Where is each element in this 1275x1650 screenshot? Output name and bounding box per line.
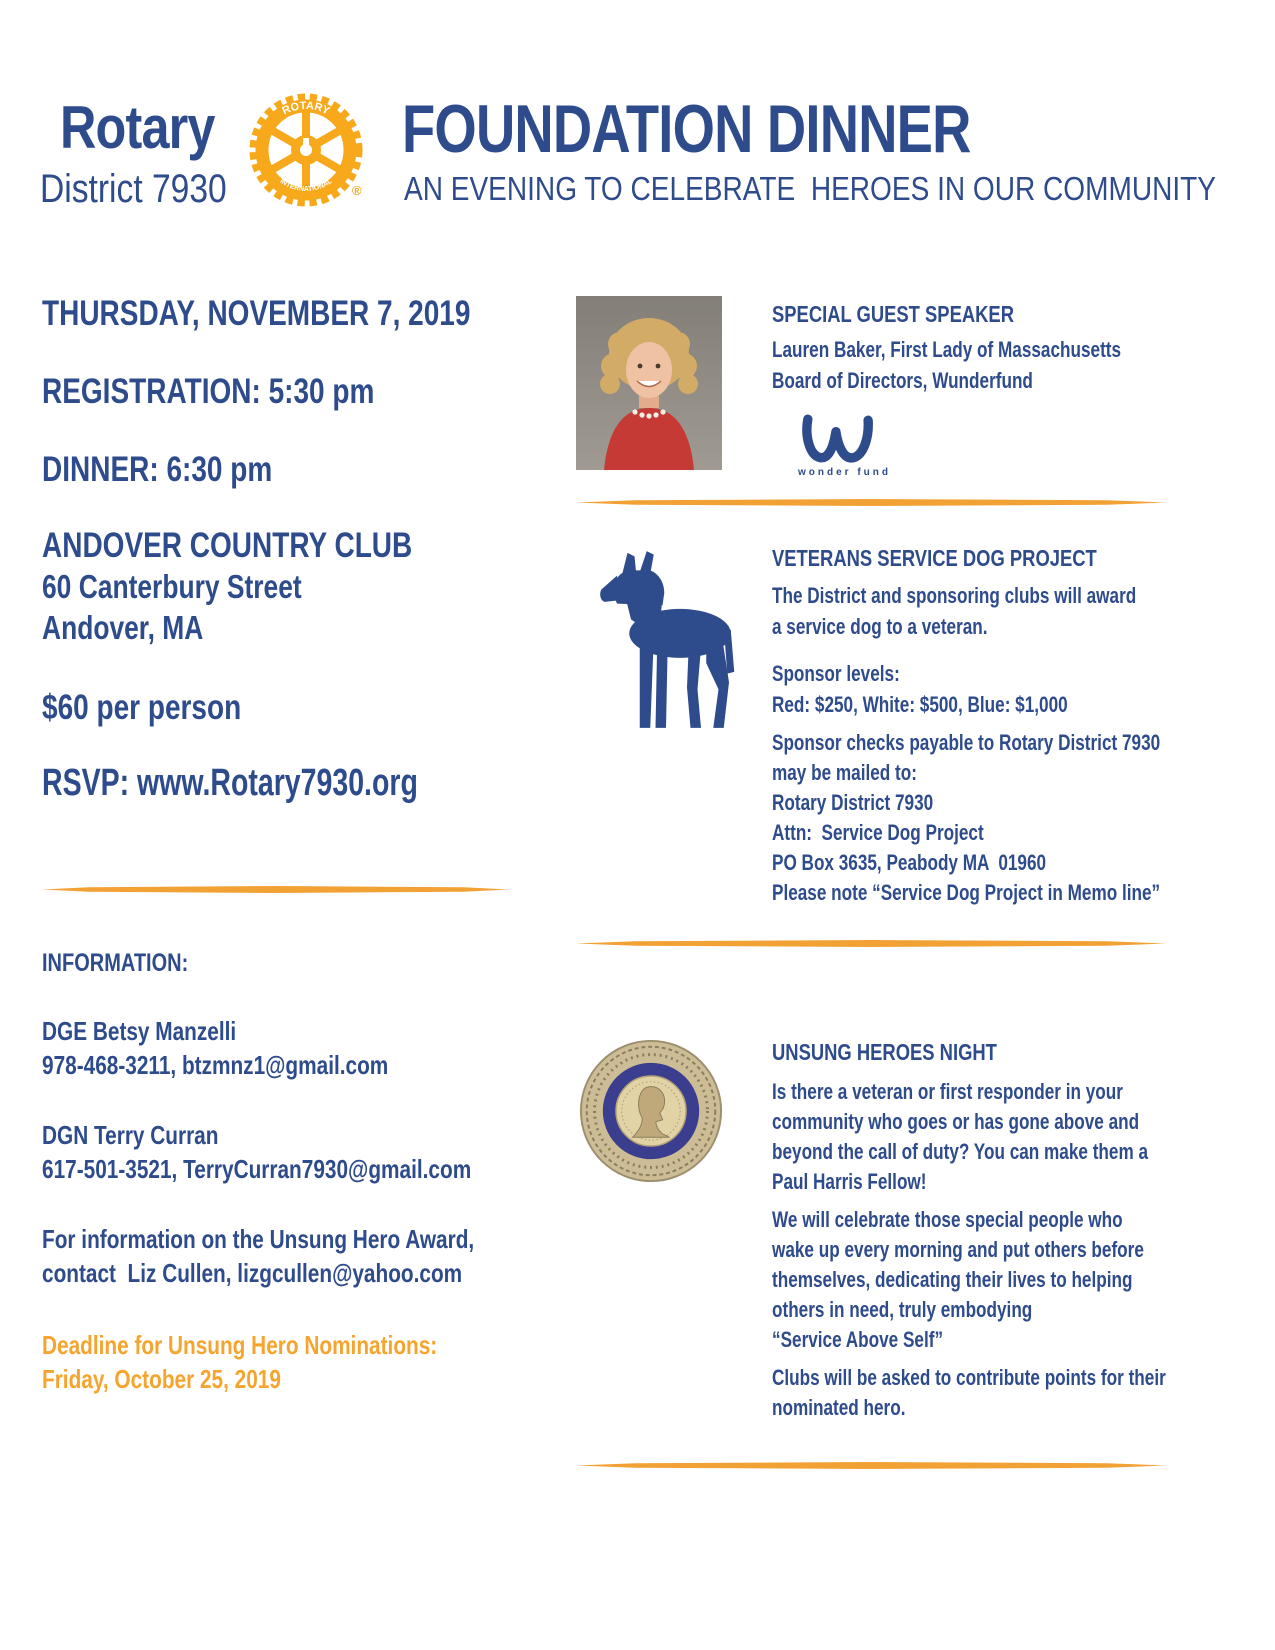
heroes-p3-line1: Clubs will be asked to contribute points for their [772,1365,1166,1390]
checks-line1: Sponsor checks payable to Rotary District 7930 [772,730,1161,755]
right-divider-3 [576,1462,1166,1469]
speaker-photo [576,296,722,470]
heroes-heading: UNSUNG HEROES NIGHT [772,1039,997,1065]
unsung-contact-line1: For information on the Unsung Hero Award, [42,1224,475,1254]
price: $60 per person [42,688,242,727]
dog-intro-line2: a service dog to a veteran. [772,614,988,639]
wunderfund-wordmark: wonder fund [798,467,891,478]
dinner-time: DINNER: 6:30 pm [42,450,273,489]
speaker-heading: SPECIAL GUEST SPEAKER [772,301,1014,327]
checks-line6: Please note “Service Dog Project in Memo line” [772,880,1161,905]
heroes-p3-line2: nominated hero. [772,1395,906,1420]
wunderfund-logo-icon [800,414,878,466]
venue-street: 60 Canterbury Street [42,568,302,605]
wheel-bottom-text: INTERNATIONAL [278,177,334,194]
registered-trademark: ® [352,183,362,198]
checks-line2: may be mailed to: [772,760,917,785]
checks-line5: PO Box 3635, Peabody MA 01960 [772,850,1047,875]
heroes-p2-line1: We will celebrate those special people who [772,1207,1123,1232]
right-divider-2 [576,940,1166,947]
heroes-p2-line5: “Service Above Self” [772,1327,944,1352]
rotary-wheel-icon [246,90,366,210]
checks-line4: Attn: Service Dog Project [772,820,984,845]
venue-city: Andover, MA [42,609,204,646]
paul-harris-medallion-icon [578,1038,724,1184]
page-title: FOUNDATION DINNER [402,91,971,167]
deadline-line2: Friday, October 25, 2019 [42,1364,281,1394]
rotary-wordmark: Rotary [60,94,215,161]
page-subtitle: AN EVENING TO CELEBRATE HEROES IN OUR COMMUNITY [404,170,1217,207]
dog-project-heading: VETERANS SERVICE DOG PROJECT [772,545,1097,571]
sponsor-levels-values: Red: $250, White: $500, Blue: $1,000 [772,692,1068,717]
contact1-name: DGE Betsy Manzelli [42,1016,237,1046]
heroes-p1-line3: beyond the call of duty? You can make them a [772,1139,1149,1164]
wheel-top-text: ROTARY [280,99,332,118]
contact2-detail: 617-501-3521, TerryCurran7930@gmail.com [42,1154,472,1184]
checks-line3: Rotary District 7930 [772,790,934,815]
registration-time: REGISTRATION: 5:30 pm [42,372,375,411]
venue-name: ANDOVER COUNTRY CLUB [42,526,413,565]
information-heading: INFORMATION: [42,949,189,977]
heroes-p1-line1: Is there a veteran or first responder in your [772,1079,1123,1104]
contact2-name: DGN Terry Curran [42,1120,219,1150]
speaker-line1: Lauren Baker, First Lady of Massachusetts [772,337,1122,362]
event-date: THURSDAY, NOVEMBER 7, 2019 [42,294,471,333]
heroes-p1-line4: Paul Harris Fellow! [772,1169,927,1194]
heroes-p2-line4: others in need, truly embodying [772,1297,1033,1322]
deadline-line1: Deadline for Unsung Hero Nominations: [42,1330,438,1360]
speaker-line2: Board of Directors, Wunderfund [772,368,1033,393]
heroes-p1-line2: community who goes or has gone above and [772,1109,1140,1134]
left-divider [42,886,510,893]
contact1-detail: 978-468-3211, btzmnz1@gmail.com [42,1050,389,1080]
right-divider-1 [576,499,1166,506]
unsung-contact-line2: contact Liz Cullen, lizgcullen@yahoo.com [42,1258,463,1288]
heroes-p2-line3: themselves, dedicating their lives to helping [772,1267,1133,1292]
district-label: District 7930 [40,167,227,211]
heroes-p2-line2: wake up every morning and put others before [772,1237,1144,1262]
rsvp-url: RSVP: www.Rotary7930.org [42,762,418,804]
service-dog-icon [596,542,736,744]
dog-intro-line1: The District and sponsoring clubs will award [772,583,1137,608]
sponsor-levels-label: Sponsor levels: [772,661,900,686]
